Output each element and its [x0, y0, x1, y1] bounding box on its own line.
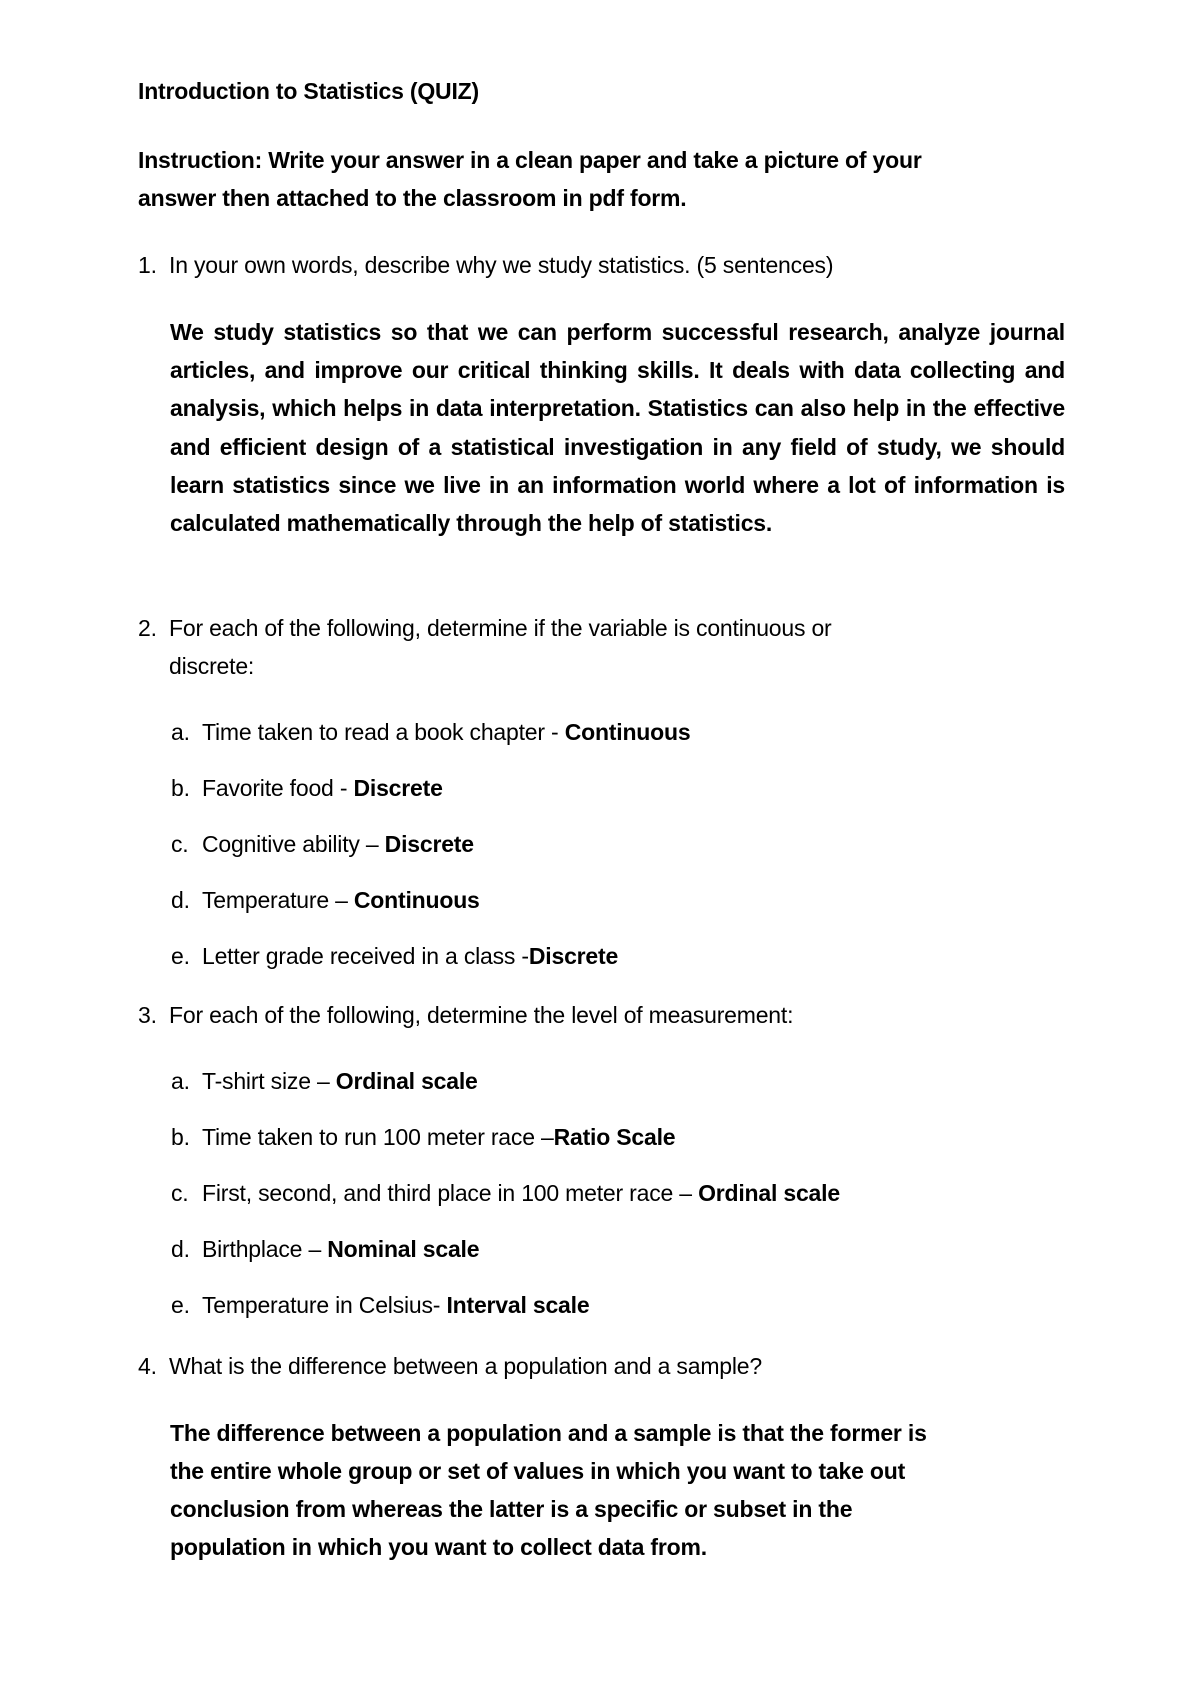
q2-item	[171, 941, 618, 971]
q3-item-letter: d.	[171, 1236, 190, 1262]
q2-item-letter: d.	[171, 887, 190, 913]
q3-item-letter: e.	[171, 1292, 190, 1318]
q3-item	[171, 1122, 675, 1152]
instruction-line-1: Instruction: Write your answer in a clean paper and take a picture of your	[138, 147, 922, 173]
q3-item-letter: b.	[171, 1124, 190, 1150]
q3-item-letter: c.	[171, 1180, 189, 1206]
question-3-number: 3.	[138, 1002, 157, 1028]
page-title: Introduction to Statistics (QUIZ)	[138, 78, 479, 104]
q3-item-text: First, second, and third place in 100 meter race –	[202, 1180, 699, 1206]
q3-item-answer: Ratio Scale	[553, 1124, 676, 1150]
q2-item-answer: Discrete	[528, 943, 619, 969]
question-4-text: What is the difference between a population and a sample?	[169, 1353, 762, 1379]
question-1-answer: We study statistics so that we can perform successful research, analyze journal articles, and improve our critical thinking skills. It deals with data collecting and analysis, which helps in data interpretation. Statistics can also help in the effective and efficient design of a statistical investigation in any field of study, we should learn statistics since we live in an information world where a lot of information is calculated mathematically through the help of statistics.	[170, 319, 1065, 537]
q2-item-letter: c.	[171, 831, 189, 857]
q2-item-letter: e.	[171, 943, 190, 969]
instruction-line-2: answer then attached to the classroom in pdf form.	[138, 185, 687, 211]
q2-item	[171, 829, 474, 859]
q2-item-answer: Continuous	[353, 887, 480, 913]
q3-item-answer: Ordinal scale	[698, 1180, 840, 1206]
q2-item-answer: Discrete	[353, 775, 443, 801]
question-4-answer-line-2: the entire whole group or set of values in which you want to take out	[170, 1458, 906, 1484]
question-4-answer-line-3: conclusion from whereas the latter is a specific or subset in the	[170, 1496, 853, 1522]
q3-item-text: T-shirt size –	[202, 1068, 336, 1094]
q3-item-text: Time taken to run 100 meter race –	[202, 1124, 554, 1150]
question-2-text-line-1: For each of the following, determine if the variable is continuous or	[169, 615, 832, 641]
q2-item-text: Temperature –	[202, 887, 354, 913]
q3-item-text: Temperature in Celsius-	[202, 1292, 447, 1318]
question-4-number: 4.	[138, 1353, 157, 1379]
q3-item-text: Birthplace –	[202, 1236, 328, 1262]
question-1-number: 1.	[138, 252, 157, 278]
q3-item	[171, 1178, 840, 1208]
question-2-number: 2.	[138, 615, 157, 641]
q3-item	[171, 1066, 478, 1096]
q2-item-text: Favorite food -	[202, 775, 354, 801]
q3-item-answer: Interval scale	[446, 1292, 590, 1318]
question-2-text-line-2: discrete:	[169, 653, 255, 679]
q2-item	[171, 885, 480, 915]
question-4-answer-line-1: The difference between a population and a sample is that the former is	[170, 1420, 927, 1446]
q2-item-answer: Discrete	[384, 831, 474, 857]
q2-item-text: Cognitive ability –	[202, 831, 385, 857]
question-2	[138, 613, 832, 643]
question-4-answer-line-4: population in which you want to collect data from.	[170, 1534, 707, 1560]
q3-item	[171, 1234, 479, 1264]
question-3	[138, 1000, 793, 1030]
q2-item-text: Letter grade received in a class -	[202, 943, 529, 969]
q2-item-letter: b.	[171, 775, 190, 801]
q3-item-answer: Nominal scale	[327, 1236, 480, 1262]
question-3-text: For each of the following, determine the level of measurement:	[169, 1002, 794, 1028]
question-4	[138, 1351, 762, 1381]
question-1	[138, 250, 833, 280]
q2-item	[171, 717, 690, 747]
question-1-text: In your own words, describe why we study statistics. (5 sentences)	[169, 252, 834, 278]
q3-item-letter: a.	[171, 1068, 190, 1094]
q3-item-answer: Ordinal scale	[335, 1068, 478, 1094]
q3-item	[171, 1290, 589, 1320]
q2-item	[171, 773, 443, 803]
q2-item-text: Time taken to read a book chapter -	[202, 719, 565, 745]
q2-item-letter: a.	[171, 719, 190, 745]
q2-item-answer: Continuous	[564, 719, 691, 745]
